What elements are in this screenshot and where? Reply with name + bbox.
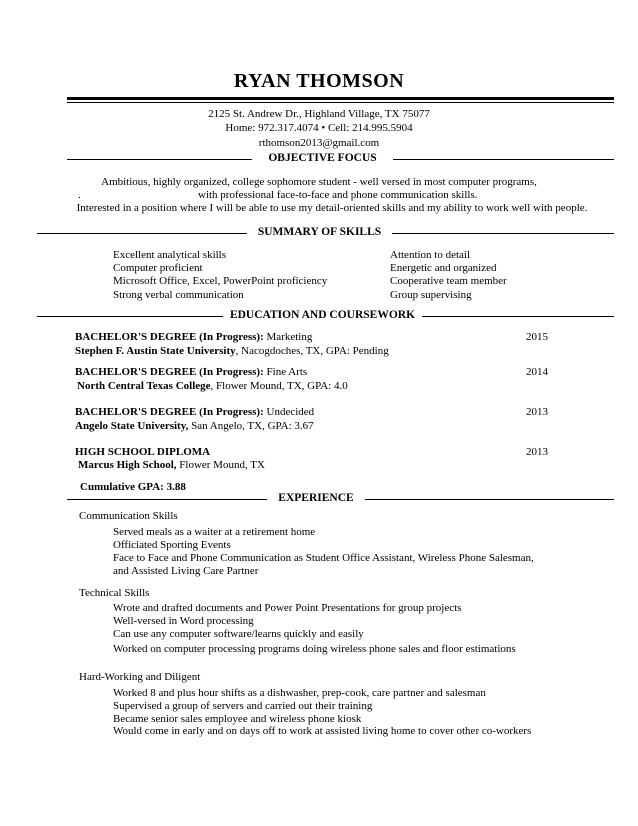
edu-1-year: 2015 <box>526 331 548 343</box>
objective-title: OBJECTIVE FOCUS <box>268 152 377 164</box>
education-title: EDUCATION AND COURSEWORK <box>229 309 416 321</box>
skills-rule-right <box>392 233 614 234</box>
skill-left-2: Computer proficient <box>113 262 203 274</box>
header-rule-thin <box>67 102 614 103</box>
objective-line-2-prefix: . <box>78 189 81 201</box>
edu-4-degree-line <box>75 446 210 458</box>
exp-group-1-item-2: Officiated Sporting Events <box>113 539 231 551</box>
edu-1-degree: BACHELOR'S DEGREE (In Progress): <box>75 331 264 343</box>
exp-group-2-item-4: Worked on computer processing programs doing wireless phone sales and floor estimations <box>113 643 516 655</box>
address: 2125 St. Andrew Dr., Highland Village, TX 75077 <box>208 108 430 120</box>
exp-group-2-item-1: Wrote and drafted documents and Power Point Presentations for group projects <box>113 602 462 614</box>
skill-left-3: Microsoft Office, Excel, PowerPoint proficiency <box>113 275 328 287</box>
experience-title: EXPERIENCE <box>278 492 354 504</box>
skill-right-2: Energetic and organized <box>390 262 497 274</box>
edu-2-school-line <box>77 380 348 392</box>
edu-3-field: Undecided <box>263 406 315 418</box>
education-rule-left <box>37 316 223 317</box>
edu-2-year: 2014 <box>526 366 548 378</box>
exp-group-1-heading: Communication Skills <box>79 510 178 522</box>
edu-1-school-line <box>75 345 389 357</box>
experience-rule-right <box>365 499 614 500</box>
skill-right-3: Cooperative team member <box>390 275 507 287</box>
objective-rule-right <box>393 159 614 160</box>
edu-4-location: Flower Mound, TX <box>176 459 265 471</box>
edu-1-school: Stephen F. Austin State University <box>75 345 236 357</box>
edu-1-location: , Nacogdoches, TX, GPA: Pending <box>235 345 389 357</box>
edu-2-field: Fine Arts <box>263 366 308 378</box>
objective-line-1: Ambitious, highly organized, college sophomore student - well versed in most computer programs, <box>101 176 537 188</box>
skill-left-4: Strong verbal communication <box>113 289 244 301</box>
edu-1-degree-line <box>75 331 312 343</box>
objective-line-3: Interested in a position where I will be able to use my detail-oriented skills and my ability to work well with people. <box>76 202 588 214</box>
header-rule-thick <box>67 97 614 100</box>
exp-group-3-item-2: Supervised a group of servers and carried out their training <box>113 700 373 712</box>
exp-group-3-heading: Hard-Working and Diligent <box>79 671 201 683</box>
edu-2-degree: BACHELOR'S DEGREE (In Progress): <box>75 366 264 378</box>
edu-3-degree-line <box>75 406 314 418</box>
objective-line-2: with professional face-to-face and phone communication skills. <box>198 189 478 201</box>
cumulative-gpa: Cumulative GPA: 3.88 <box>80 481 186 493</box>
education-rule-right <box>422 316 614 317</box>
edu-2-school: North Central Texas College <box>77 380 211 392</box>
skills-rule-left <box>37 233 247 234</box>
exp-group-3-item-1: Worked 8 and plus hour shifts as a dishwasher, prep-cook, care partner and salesman <box>113 687 486 699</box>
edu-2-location: , Flower Mound, TX, GPA: 4.0 <box>210 380 348 392</box>
experience-rule-left <box>67 499 267 500</box>
edu-3-school: Angelo State University, <box>75 420 189 432</box>
exp-group-3-item-4: Would come in early and on days off to work at assisted living home to cover other co-workers <box>113 725 532 737</box>
exp-group-3-item-3: Became senior sales employee and wireless phone kiosk <box>113 713 362 725</box>
exp-group-2-heading: Technical Skills <box>79 587 150 599</box>
exp-group-2-item-2: Well-versed in Word processing <box>113 615 254 627</box>
edu-2-degree-line <box>75 366 307 378</box>
edu-3-degree: BACHELOR'S DEGREE (In Progress): <box>75 406 264 418</box>
skill-right-1: Attention to detail <box>390 249 471 261</box>
email: rthomson2013@gmail.com <box>258 137 380 149</box>
skill-right-4: Group supervising <box>390 289 472 301</box>
edu-3-school-line <box>75 420 314 432</box>
edu-4-school-line <box>78 459 265 471</box>
phone-numbers: Home: 972.317.4074 • Cell: 214.995.5904 <box>225 122 413 134</box>
edu-4-year: 2013 <box>526 446 548 458</box>
exp-group-1-item-1: Served meals as a waiter at a retirement home <box>113 526 316 538</box>
objective-rule-left <box>67 159 252 160</box>
skill-left-1: Excellent analytical skills <box>113 249 227 261</box>
skills-title: SUMMARY OF SKILLS <box>257 226 382 238</box>
exp-group-1-item-3: Face to Face and Phone Communication as Student Office Assistant, Wireless Phone Salesman, <box>113 552 534 564</box>
edu-1-field: Marketing <box>263 331 313 343</box>
edu-4-degree: HIGH SCHOOL DIPLOMA <box>75 446 211 458</box>
candidate-name: RYAN THOMSON <box>233 70 405 92</box>
edu-3-year: 2013 <box>526 406 548 418</box>
edu-4-school: Marcus High School, <box>78 459 177 471</box>
exp-group-2-item-3: Can use any computer software/learns quickly and easily <box>113 628 364 640</box>
exp-group-1-item-4: and Assisted Living Care Partner <box>113 565 259 577</box>
edu-3-location: San Angelo, TX, GPA: 3.67 <box>188 420 314 432</box>
